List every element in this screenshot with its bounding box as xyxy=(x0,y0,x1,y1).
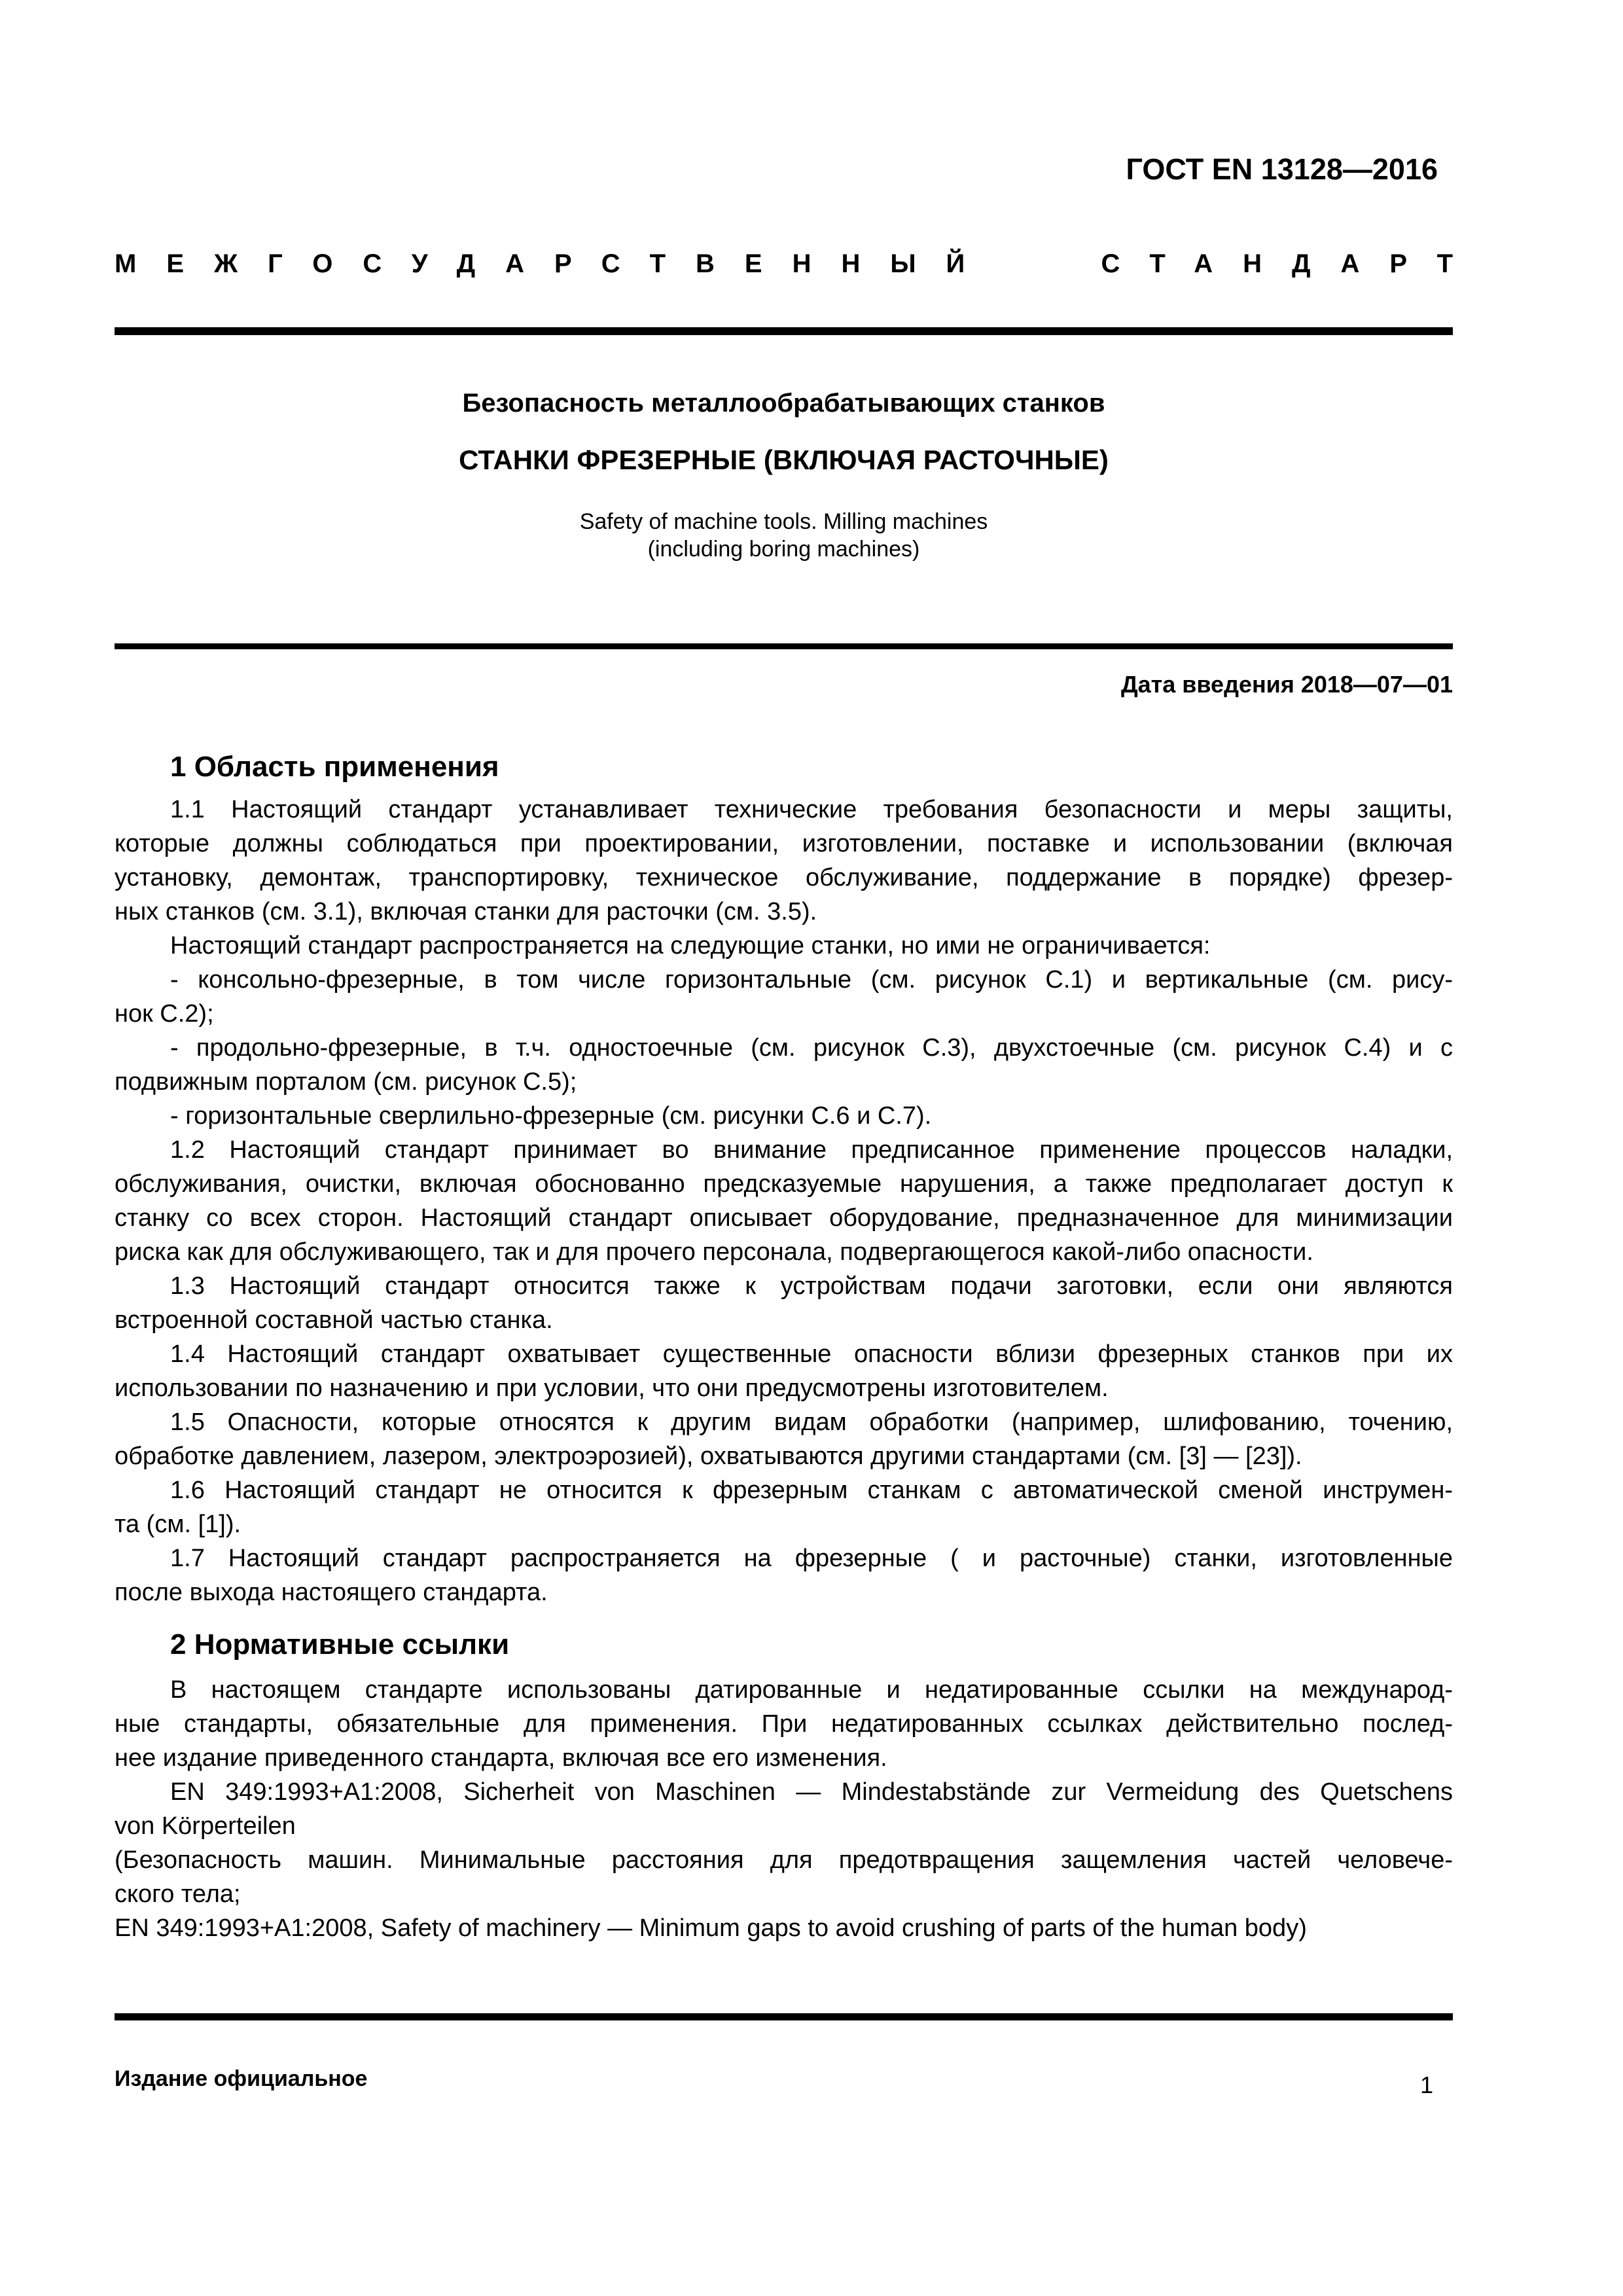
body-text-line: риска как для обслуживающего, так и для прочего персонала, подвергающегося какой-либо опасности. xyxy=(115,1238,1313,1266)
section-1-heading: 1 Область применения xyxy=(170,751,499,783)
body-text-line: нее издание приведенного стандарта, включая все его изменения. xyxy=(115,1744,887,1772)
page-content xyxy=(115,0,1483,2296)
horizontal-rule-footer xyxy=(115,2013,1453,2020)
body-text-line: нок С.2); xyxy=(115,1000,214,1028)
body-text-line: станку со всех сторон. Настоящий стандарт описывает оборудование, предназначенное для минимизации xyxy=(115,1204,1453,1232)
body-text-line: 1.6 Настоящий стандарт не относится к фрезерным станкам с автоматической сменой инструмен- xyxy=(170,1477,1453,1504)
body-text-line: ского тела; xyxy=(115,1880,241,1908)
standard-type-word-2: СТАНДАРТ xyxy=(1101,249,1483,278)
body-text-line: - горизонтальные сверлильно-фрезерные (см. рисунки С.6 и С.7). xyxy=(170,1102,932,1130)
horizontal-rule-top xyxy=(115,327,1453,335)
body-text-line: von Körperteilen xyxy=(115,1812,296,1840)
body-text-line: В настоящем стандарте использованы датированные и недатированные ссылки на международ- xyxy=(170,1676,1453,1704)
body-text-line: (Безопасность машин. Минимальные расстояния для предотвращения защемления частей человече- xyxy=(115,1846,1453,1874)
body-text-line: EN 349:1993+A1:2008, Sicherheit von Maschinen — Mindestabstände zur Vermeidung des Quetschens xyxy=(170,1778,1453,1806)
body-text-line: 1.2 Настоящий стандарт принимает во внимание предписанное применение процессов наладки, xyxy=(170,1136,1453,1164)
edition-note: Издание официальное xyxy=(115,2066,368,2091)
horizontal-rule-date xyxy=(115,643,1453,649)
body-text-line: Настоящий стандарт распространяется на следующие станки, но ими не ограничивается: xyxy=(170,932,1211,960)
body-text-line: после выхода настоящего стандарта. xyxy=(115,1579,548,1606)
title-en-line1: Safety of machine tools. Milling machines xyxy=(579,509,988,534)
effective-date: Дата введения 2018—07—01 xyxy=(1120,671,1453,698)
section-2-body xyxy=(115,1673,1453,1945)
body-text-line: ные стандарты, обязательные для применения. При недатированных ссылках действительно послед- xyxy=(115,1710,1453,1738)
body-text-line: установку, демонтаж, транспортировку, техническое обслуживание, поддержание в порядке) фрезер- xyxy=(115,864,1453,891)
subtitle-ru: СТАНКИ ФРЕЗЕРНЫЕ (ВКЛЮЧАЯ РАСТОЧНЫЕ) xyxy=(459,444,1109,475)
body-text-line: которые должны соблюдаться при проектировании, изготовлении, поставке и использовании (включая xyxy=(115,830,1453,857)
standard-type-word-1: МЕЖГОСУДАРСТВЕННЫЙ xyxy=(115,249,995,278)
body-text-line: 1.7 Настоящий стандарт распространяется на фрезерные ( и расточные) станки, изготовленные xyxy=(170,1545,1453,1572)
title-en-line2: (including boring machines) xyxy=(647,537,920,562)
body-text-line: 1.5 Опасности, которые относятся к другим видам обработки (например, шлифованию, точению, xyxy=(170,1408,1453,1436)
body-text-line: та (см. [1]). xyxy=(115,1511,241,1538)
body-text-line: встроенной составной частью станка. xyxy=(115,1306,553,1334)
body-text-line: - консольно-фрезерные, в том числе горизонтальные (см. рисунок С.1) и вертикальные (см. рису- xyxy=(170,966,1453,994)
body-text-line: подвижным порталом (см. рисунок С.5); xyxy=(115,1068,577,1096)
title-ru: Безопасность металлообрабатывающих станков xyxy=(462,389,1105,418)
body-text-line: использовании по назначению и при условии, что они предусмотрены изготовителем. xyxy=(115,1374,1109,1402)
body-text-line: 1.3 Настоящий стандарт относится также к устройствам подачи заготовки, если они являются xyxy=(170,1272,1453,1300)
section-1-body xyxy=(115,793,1453,1609)
page-number: 1 xyxy=(1419,2072,1433,2098)
body-text-line: ных станков (см. 3.1), включая станки для расточки (см. 3.5). xyxy=(115,898,817,925)
body-text-line: EN 349:1993+A1:2008, Safety of machinery — Minimum gaps to avoid crushing of parts of the human body) xyxy=(115,1914,1307,1942)
body-text-line: - продольно-фрезерные, в т.ч. одностоечные (см. рисунок С.3), двухстоечные (см. рисунок С.4) и с xyxy=(170,1034,1453,1062)
doc-code: ГОСТ EN 13128—2016 xyxy=(1126,152,1438,186)
section-2-heading: 2 Нормативные ссылки xyxy=(170,1628,510,1660)
body-text-line: обслуживания, очистки, включая обоснованно предсказуемые нарушения, а также предполагает доступ к xyxy=(115,1170,1453,1198)
body-text-line: 1.4 Настоящий стандарт охватывает существенные опасности вблизи фрезерных станков при их xyxy=(170,1340,1453,1368)
standard-type-line xyxy=(115,247,1483,280)
body-text-line: обработке давлением, лазером, электроэрозией), охватываются другими стандартами (см. [3] — [23]). xyxy=(115,1443,1302,1470)
body-text-line: 1.1 Настоящий стандарт устанавливает технические требования безопасности и меры защиты, xyxy=(170,796,1453,823)
